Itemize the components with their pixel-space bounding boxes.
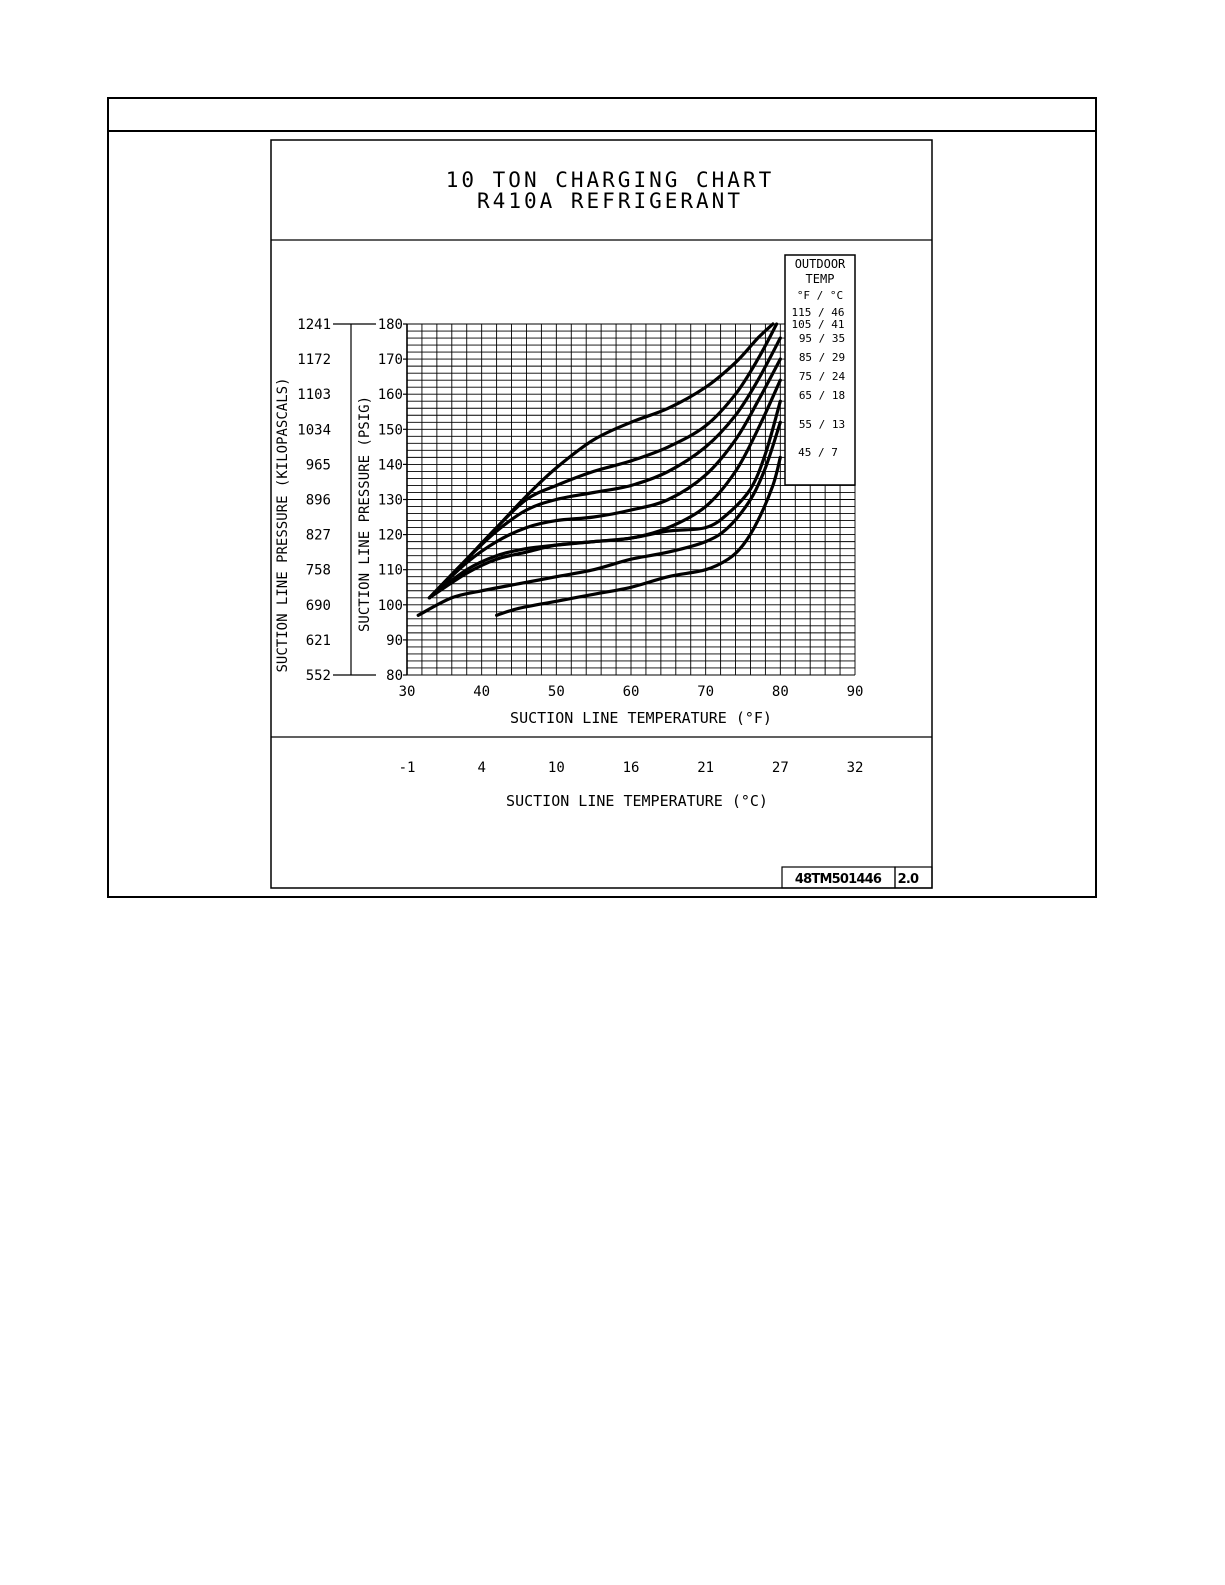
- y-tick-label: 90: [386, 632, 403, 649]
- y-kpa-tick-label: 965: [305, 457, 331, 474]
- legend-entry-55: 55 / 13: [798, 418, 846, 431]
- y-kpa-tick-label: 1172: [297, 352, 331, 369]
- x-tick-label: 80: [771, 684, 789, 700]
- legend-entry-85: 85 / 29: [798, 351, 846, 364]
- x-tick-label: 90: [846, 684, 864, 700]
- y-kpa-tick-label: 1103: [297, 387, 331, 404]
- y-axis-title-kpa: SUCTION LINE PRESSURE (KILOPASCALS): [275, 377, 291, 673]
- x-celsius-tick-label: -1: [398, 760, 416, 776]
- y-kpa-tick-label: 758: [305, 562, 331, 579]
- legend-units: °F / °C: [796, 289, 844, 302]
- y-tick-label: 160: [377, 387, 403, 404]
- legend-entry-95: 95 / 35: [798, 332, 846, 345]
- legend-title-line2: TEMP: [805, 272, 835, 286]
- doc-number-block: [782, 867, 932, 888]
- x-tick-label: 70: [697, 684, 715, 700]
- y-tick-label: 140: [377, 457, 403, 474]
- x-tick-label: 30: [398, 684, 416, 700]
- x-celsius-tick-label: 4: [477, 760, 486, 776]
- x-celsius-tick-label: 32: [846, 760, 864, 776]
- chart-subtitle: R410A REFRIGERANT: [477, 189, 743, 213]
- y-kpa-tick-label: 621: [305, 632, 331, 649]
- y-kpa-tick-label: 690: [305, 597, 331, 614]
- x-tick-label: 50: [547, 684, 565, 700]
- y-tick-label: 170: [377, 352, 403, 369]
- y-tick-label: 150: [377, 422, 403, 439]
- x-celsius-tick-label: 10: [547, 760, 565, 776]
- legend: [785, 255, 855, 485]
- y-kpa-tick-label: 1034: [297, 422, 331, 439]
- legend-entry-75: 75 / 24: [798, 370, 846, 383]
- x-axis-title-celsius: SUCTION LINE TEMPERATURE (°C): [506, 792, 768, 810]
- x-tick-label: 60: [622, 684, 640, 700]
- x-celsius-tick-label: 27: [771, 760, 789, 776]
- x-celsius-tick-label: 16: [622, 760, 640, 776]
- y-tick-label: 100: [377, 597, 403, 614]
- y-tick-label: 180: [377, 317, 403, 333]
- y-kpa-tick-label: 552: [305, 668, 331, 684]
- x-celsius-tick-label: 21: [697, 760, 715, 776]
- legend-entry-65: 65 / 18: [798, 389, 846, 402]
- legend-entry-105: 105 / 41: [791, 318, 845, 331]
- y-kpa-tick-label: 896: [305, 492, 331, 509]
- y-tick-label: 110: [377, 562, 403, 579]
- y-kpa-tick-label: 1241: [297, 317, 331, 333]
- y-tick-label: 80: [386, 668, 403, 684]
- legend-entry-115: 115 / 46: [791, 306, 845, 319]
- x-tick-label: 40: [473, 684, 491, 700]
- y-kpa-tick-label: 827: [305, 527, 331, 544]
- y-tick-label: 130: [377, 492, 403, 509]
- y-axis-title: SUCTION LINE PRESSURE (PSIG): [357, 395, 373, 633]
- y-tick-label: 120: [377, 527, 403, 544]
- legend-title-line1: OUTDOOR: [794, 257, 846, 271]
- x-axis-title: SUCTION LINE TEMPERATURE (°F): [510, 709, 772, 727]
- revision-number: 2.0: [897, 872, 919, 887]
- outer-frame: [108, 98, 1096, 897]
- legend-entry-45: 45 / 7: [798, 446, 838, 459]
- doc-number: 48TM501446: [794, 872, 882, 887]
- chart-title: 10 TON CHARGING CHART: [445, 168, 775, 192]
- series-curves: [418, 324, 780, 615]
